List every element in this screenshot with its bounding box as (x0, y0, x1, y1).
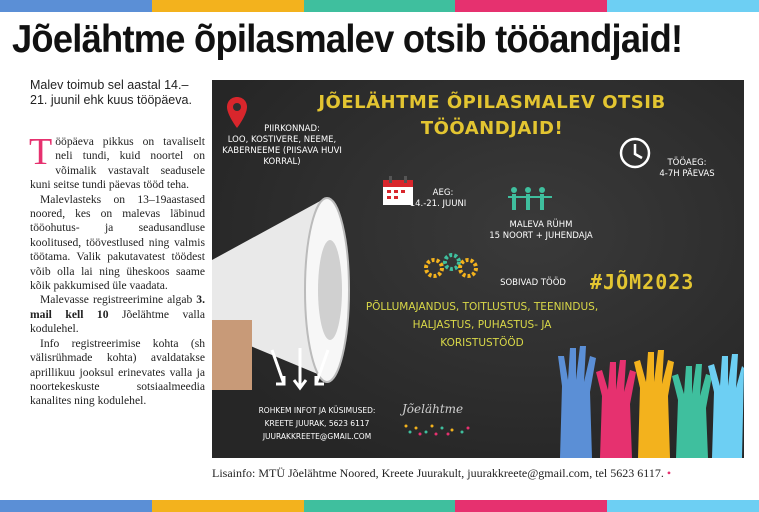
paragraph-3-post: Jõelähtme valla kodulehel. (30, 307, 205, 336)
time-block (398, 188, 478, 210)
worktime-block (642, 158, 732, 180)
contact-label: ROHKEM INFOT JA KÜSIMUSED: (258, 406, 376, 415)
paragraph-4: Info registreerimise kohta (sh välisrühmade kohta) avaldatakse aprillikuu jooksul erinevates valla ja noortekeskuste sotsiaalmeedia kanalites ning kodulehel. (30, 336, 205, 408)
areas-label: PIIRKONNAD: (264, 124, 320, 134)
bottom-color-stripe (0, 500, 759, 512)
areas-block (212, 124, 352, 168)
jobs-label: SOBIVAD TÖÖD (500, 278, 566, 288)
group-figures-icon (508, 186, 552, 212)
group-label: MALEVA RÜHM (509, 220, 573, 230)
logo-dots-icon (402, 420, 472, 440)
stripe-teal (304, 500, 456, 512)
image-caption (212, 466, 752, 481)
paragraph-1-text: ööpäeva pikkus on tavaliselt neli tundi, kuid noortel on võimalik vastavalt seadusele kuni seitse tundi päevas tööd teha. (30, 135, 205, 192)
stripe-yellow (152, 0, 304, 12)
stripe-lightblue (607, 0, 759, 12)
time-text: 14.-21. JUUNI (409, 199, 467, 209)
top-color-stripe (0, 0, 759, 12)
end-mark: • (666, 466, 672, 480)
paragraph-1 (29, 131, 205, 193)
contact-block (252, 404, 382, 443)
worktime-label: TÖÖAEG: (667, 158, 707, 168)
paragraph-3-pre: Malevasse registreerimine algab (40, 293, 197, 307)
stripe-lightblue (607, 500, 759, 512)
group-block (466, 220, 616, 242)
raised-hands-icon (552, 326, 744, 458)
logo-text: Jõelähtme (402, 402, 464, 416)
stripe-teal (304, 0, 456, 12)
gears-icon (424, 252, 480, 280)
article-headline: Jõelähtme õpilasmalev otsib tööandjaid! (12, 18, 683, 61)
group-text: 15 NOORT + JUHENDAJA (489, 231, 593, 241)
stripe-yellow (152, 500, 304, 512)
article-body (29, 131, 205, 409)
caption-text: Lisainfo: MTÜ Jõelähtme Noored, Kreete Juurakult, juurakkreete@gmail.com, tel 5623 6117. (212, 466, 664, 480)
contact-email: JUURAKKREETE@GMAIL.COM (262, 432, 372, 441)
jobs-line-2: HALJASTUS, PUHASTUS- JA (412, 319, 552, 331)
arrows-icon (260, 346, 340, 396)
areas-text: LOO, KOSTIVERE, NEEME, KABERNEEME (PIISAVA HUVI KORRAL) (222, 135, 342, 167)
paragraph-2: Malevlasteks on 13–19aastased noored, kes on malevas läbinud tööohutus- ja seadusandluse koolitused, töövestlused ning valmis töötama. Valik pakutavatest töödest võib olla lai ning üheskoos saame kõik pakkumised üle vaadata. (30, 192, 205, 293)
stripe-pink (455, 500, 607, 512)
stripe-pink (455, 0, 607, 12)
poster-title-line-1: JÕELÄHTME ÕPILASMALEV OTSIB (318, 92, 666, 113)
time-label: AEG: (432, 188, 454, 198)
hashtag: #JÕM2023 (590, 270, 695, 294)
stripe-blue (0, 0, 152, 12)
jobs-line-3: KORISTUSTÖÖD (440, 337, 524, 349)
registration-date: 3. mail kell 10 (30, 293, 205, 321)
worktime-text: 4-7H PÄEVAS (659, 169, 715, 179)
stripe-blue (0, 500, 152, 512)
drop-cap: T (29, 131, 53, 173)
poster-image (212, 80, 744, 458)
poster-title-line-2: TÖÖANDJAID! (420, 118, 564, 139)
contact-name: KREETE JUURAK, 5623 6117 (264, 419, 370, 428)
jobs-line-1: PÕLLUMAJANDUS, TOITLUSTUS, TEENINDUS, (365, 301, 599, 313)
article-lead: Malev toimub sel aastal 14.–21. juunil ehk kuus tööpäeva. (30, 78, 192, 107)
paragraph-3 (30, 293, 205, 336)
